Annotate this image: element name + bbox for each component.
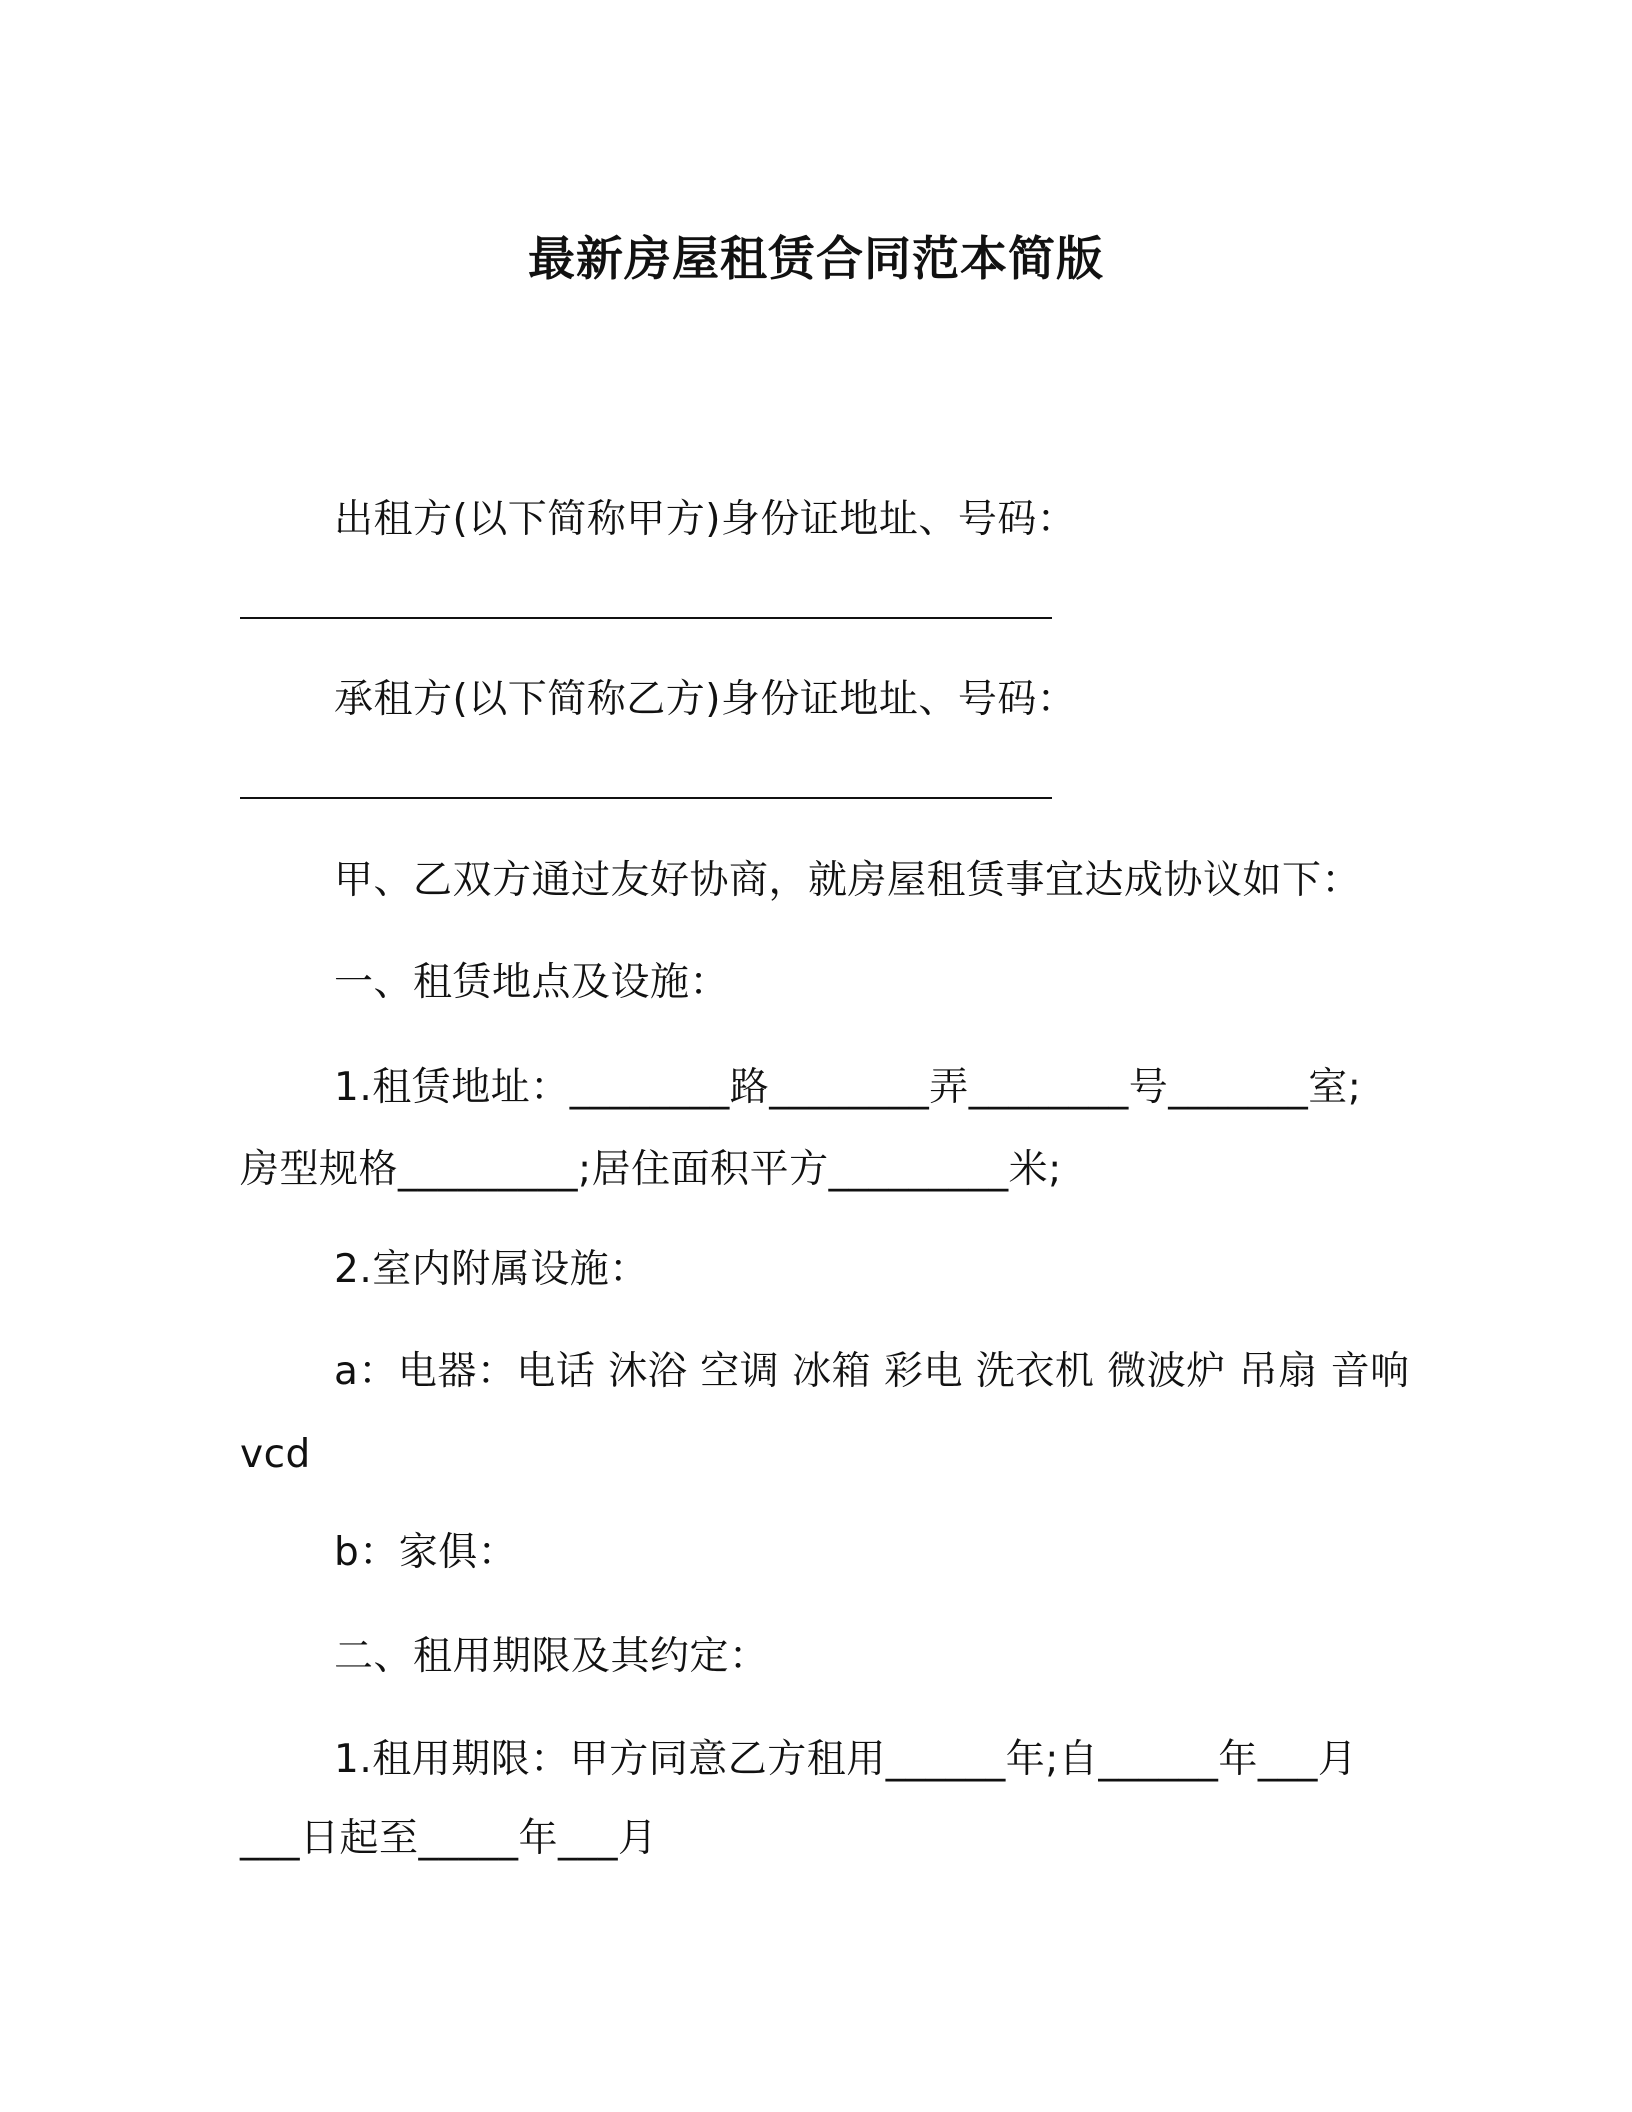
- appliances-line-continued: vcd: [240, 1432, 311, 1477]
- section-1-heading: 一、租赁地点及设施：: [334, 960, 730, 1005]
- furniture-line: b：家俱：: [334, 1530, 518, 1575]
- lessee-blank-line: [240, 797, 1052, 799]
- rental-address-line: 1.租赁地址：________路________弄________号_______室;: [334, 1065, 1362, 1110]
- document-title: 最新房屋租赁合同范本简版: [528, 232, 1104, 287]
- lease-term-line-continued: ___日起至_____年___月: [240, 1816, 658, 1861]
- appliances-line: a：电器：电话 沐浴 空调 冰箱 彩电 洗衣机 微波炉 吊扇 音响: [334, 1349, 1410, 1394]
- lease-term-line: 1.租用期限：甲方同意乙方租用______年;自______年___月: [334, 1737, 1358, 1782]
- facilities-heading: 2.室内附属设施：: [334, 1247, 649, 1292]
- room-type-line: 房型规格_________;居住面积平方_________米;: [240, 1147, 1062, 1192]
- lessee-label: 承租方(以下简称乙方)身份证地址、号码：: [334, 677, 1077, 722]
- lessor-blank-line: [240, 617, 1052, 619]
- lessor-label: 出租方(以下简称甲方)身份证地址、号码：: [334, 497, 1077, 542]
- intro-paragraph: 甲、乙双方通过友好协商，就房屋租赁事宜达成协议如下：: [334, 858, 1362, 903]
- section-2-heading: 二、租用期限及其约定：: [334, 1634, 769, 1679]
